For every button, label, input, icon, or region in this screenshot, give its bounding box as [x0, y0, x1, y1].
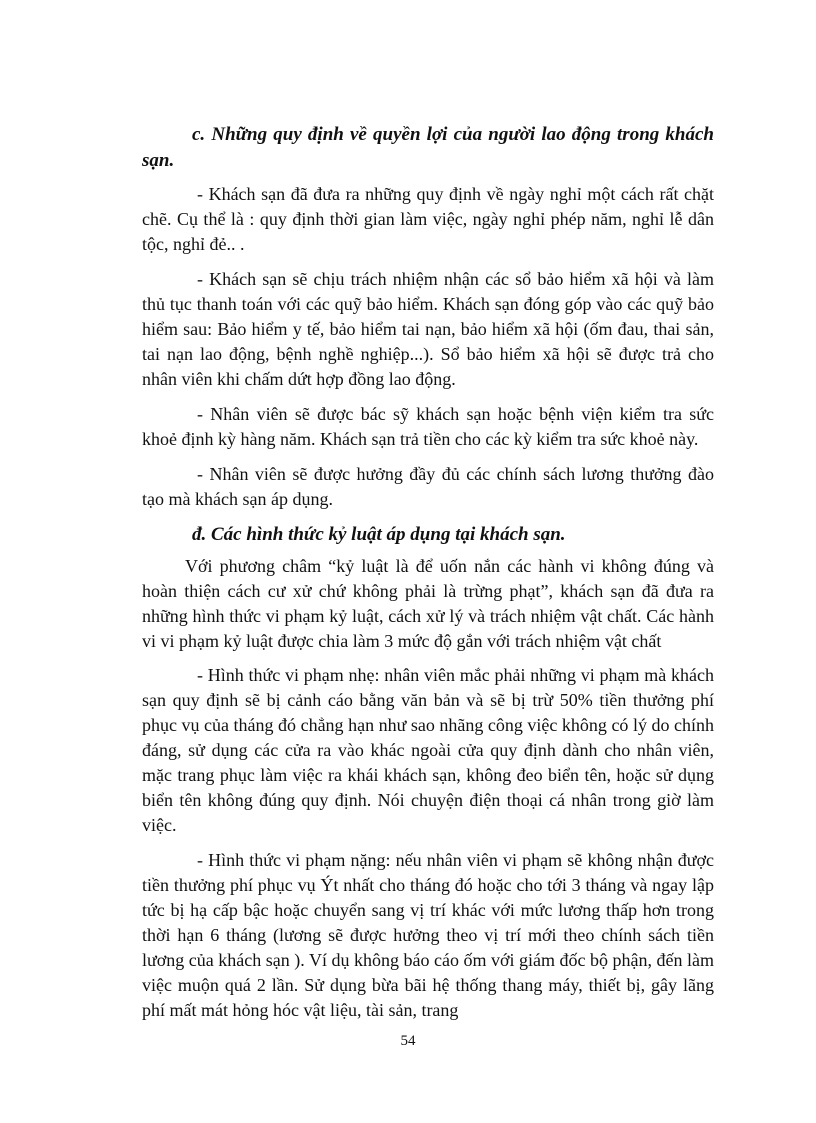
paragraph-health-check: - Nhân viên sẽ được bác sỹ khách sạn hoặc bệnh viện kiểm tra sức khoẻ định kỳ hàng năm. Khách sạn trả tiền cho các kỳ kiểm tra sức khoẻ này. [142, 404, 714, 449]
section-heading-d: đ. Các hình thức kỷ luật áp dụng tại khách sạn. [192, 524, 566, 545]
page-body [142, 122, 714, 1033]
paragraph-salary-policy: - Nhân viên sẽ được hưởng đầy đủ các chính sách lương thưởng đào tạo mà khách sạn áp dụng. [142, 464, 714, 509]
paragraph-minor-violation: - Hình thức vi phạm nhẹ: nhân viên mắc phải những vi phạm mà khách sạn quy định sẽ bị cảnh cáo bằng văn bản và sẽ bị trừ 50% tiền thưởng phí phục vụ của tháng đó chẳng hạn như sao nhãng công việc không có lý do chính đáng, sử dụng các cửa ra vào khác ngoài cửa quy định dành cho nhân viên, mặc trang phục làm việc ra khái khách sạn, không đeo biển tên, hoặc sử dụng biển tên không đúng quy định. Nói chuyện điện thoại cá nhân trong giờ làm việc. [142, 665, 714, 835]
paragraph-leave-rules: - Khách sạn đã đưa ra những quy định về ngày nghỉ một cách rất chặt chẽ. Cụ thể là : quy định thời gian làm việc, ngày nghỉ phép năm, nghỉ lễ dân tộc, nghỉ đẻ.. . [142, 184, 714, 254]
paragraph-discipline-intro: Với phương châm “kỷ luật là để uốn nắn các hành vi không đúng và hoàn thiện cách cư xử chứ không phải là trừng phạt”, khách sạn đã đưa ra những hình thức vi phạm kỷ luật, cách xử lý và trách nhiệm vật chất. Các hành vi vi phạm kỷ luật được chia làm 3 mức độ gắn với trách nhiệm vật chất [142, 556, 714, 651]
paragraph-serious-violation: - Hình thức vi phạm nặng: nếu nhân viên vi phạm sẽ không nhận được tiền thưởng phí phục vụ Ýt nhất cho tháng đó hoặc cho tới 3 tháng và ngay lập tức bị hạ cấp bậc hoặc chuyển sang vị trí khác với mức lương thấp hơn trong thời hạn 6 tháng (lương sẽ được hưởng theo vị trí mới theo chính sách tiền lương của khách sạn ). Ví dụ không báo cáo ốm với giám đốc bộ phận, đến làm việc muộn quá 2 lần. Sử dụng bừa bãi hệ thống thang máy, thiết bị, gây lãng phí mất mát hỏng hóc vật liệu, tài sản, trang [142, 850, 714, 1020]
paragraph-social-insurance: - Khách sạn sẽ chịu trách nhiệm nhận các sổ bảo hiểm xã hội và làm thủ tục thanh toán với các quỹ bảo hiểm. Khách sạn đóng góp vào các quỹ bảo hiểm sau: Bảo hiểm y tế, bảo hiểm tai nạn, bảo hiểm xã hội (ốm đau, thai sản, tai nạn lao động, bệnh nghề nghiệp...). Sổ bảo hiểm xã hội sẽ được trả cho nhân viên khi chấm dứt hợp đồng lao động. [142, 269, 714, 389]
page-number: 54 [400, 1033, 416, 1049]
section-heading-c: c. Những quy định về quyền lợi của người lao động trong khách sạn. [142, 124, 714, 171]
